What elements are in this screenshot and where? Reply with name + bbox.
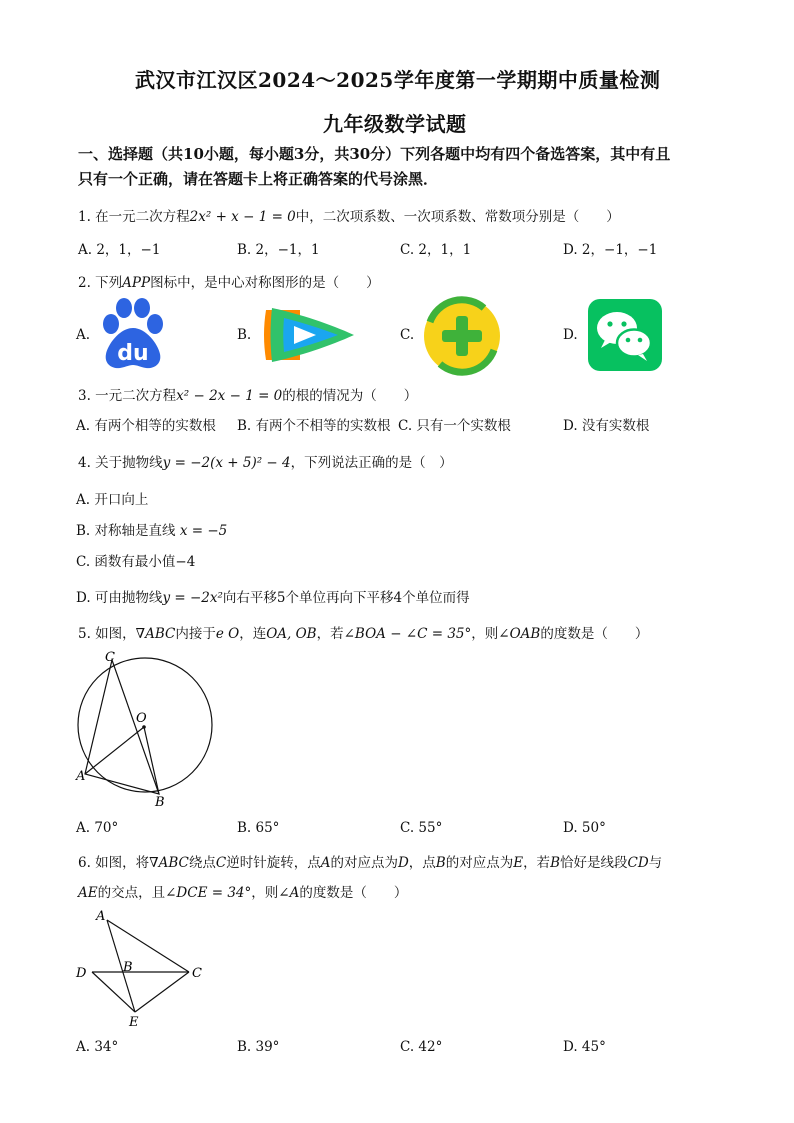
q4-option-d-post: 向右平移5个单位再向下平移4个单位而得 xyxy=(222,590,470,606)
qihoo-360-plus-icon xyxy=(422,296,502,376)
q5-mid1: 内接于 xyxy=(175,626,216,642)
question-1 xyxy=(78,205,620,225)
q1-option-d: D. 2，−1，−1 xyxy=(563,242,658,258)
q5-mid2: ，连 xyxy=(239,626,267,642)
tencent-video-icon xyxy=(260,304,358,366)
q6-figure xyxy=(70,904,210,1030)
question-2 xyxy=(78,271,380,291)
q6-point-e: E xyxy=(513,855,524,871)
q5-condition: ∠BOA − ∠C = 35° xyxy=(343,626,472,642)
baidu-du-text: du xyxy=(117,341,149,366)
q3-option-b: B. 有两个不相等的实数根 xyxy=(237,418,391,434)
q6-pre: 6. 如图，将 xyxy=(78,855,150,871)
q6-label-d: D xyxy=(76,966,87,981)
q6-triangle: ∇ABC xyxy=(149,855,189,871)
q4-equation: y = −2(x + 5)² − 4 xyxy=(162,455,291,471)
q6-t1: 绕点 xyxy=(188,855,216,871)
q5-label-o: O xyxy=(136,711,147,726)
q3-post: 的根的情况为（ ） xyxy=(282,388,418,404)
q6-ask: ∠A xyxy=(278,885,300,901)
q2-app: APP xyxy=(122,275,151,291)
q6-segment-cd: CD xyxy=(627,855,649,871)
q2-post: 图标中，是中心对称图形的是（ ） xyxy=(150,275,380,291)
wechat-icon xyxy=(587,298,663,372)
q1-option-a: A. 2，1，−1 xyxy=(78,242,161,258)
q6-option-c: C. 42° xyxy=(400,1039,443,1055)
q6-t2: 逆时针旋转，点 xyxy=(226,855,321,871)
baidu-paw-icon xyxy=(98,298,168,370)
question-3 xyxy=(78,384,417,404)
q5-option-d: D. 50° xyxy=(563,820,606,836)
q5-mid4: ，则 xyxy=(471,626,499,642)
q6-label-c: C xyxy=(192,966,202,981)
q5-triangle: ∇ABC xyxy=(135,626,176,642)
q6-t10: ，则 xyxy=(251,885,279,901)
q2-label-d: D. xyxy=(563,327,578,343)
q4-option-b-eq: x = −5 xyxy=(179,523,228,539)
q4-option-c: C. 函数有最小值−4 xyxy=(76,554,196,570)
q6-t5: 的对应点为 xyxy=(445,855,514,871)
q3-equation: x² − 2x − 1 = 0 xyxy=(176,388,283,404)
q1-option-b: B. 2，−1，1 xyxy=(237,242,320,258)
q5-post: 的度数是（ ） xyxy=(540,626,649,642)
q6-label-b: B xyxy=(123,960,133,975)
q5-figure xyxy=(70,648,220,810)
q5-option-c: C. 55° xyxy=(400,820,443,836)
q2-label-c: C. xyxy=(400,327,415,343)
q5-label-a: A xyxy=(76,769,86,784)
q5-pre: 5. 如图， xyxy=(78,626,136,642)
q3-pre: 3. 一元二次方程 xyxy=(78,388,177,404)
q6-condition: ∠DCE = 34° xyxy=(165,885,252,901)
q1-post: 中，二次项系数、一次项系数、常数项分别是（ ） xyxy=(295,209,620,225)
q6-point-c: C xyxy=(215,855,227,871)
q5-ask: ∠OAB xyxy=(498,626,541,642)
q4-pre: 4. 关于抛物线 xyxy=(78,455,163,471)
q6-option-b: B. 39° xyxy=(237,1039,280,1055)
q5-option-a: A. 70° xyxy=(76,820,119,836)
q6-point-a: A xyxy=(320,855,331,871)
section-heading: 一、选择题（共10小题，每小题3分，共30分）下列各题中均有四个备选答案，其中有且 xyxy=(78,145,671,163)
q6-t6: ，若 xyxy=(523,855,551,871)
q6-t8: 与 xyxy=(648,855,663,871)
q4-option-b xyxy=(76,519,227,539)
q1-equation: 2x² + x − 1 = 0 xyxy=(189,209,296,225)
question-4 xyxy=(78,451,453,471)
q4-option-d-pre: D. 可由抛物线 xyxy=(76,590,163,606)
q4-option-b-text: B. 对称轴是直线 xyxy=(76,523,176,539)
page-title: 武汉市江汉区2024～2025学年度第一学期期中质量检测 xyxy=(135,68,661,92)
question-6 xyxy=(78,851,662,871)
q6-t7: 恰好是线段 xyxy=(559,855,628,871)
q1-option-c: C. 2，1，1 xyxy=(400,242,472,258)
question-6-line2 xyxy=(78,881,407,901)
q6-point-b2: B xyxy=(550,855,560,871)
q6-point-d: D xyxy=(397,855,409,871)
q6-option-a: A. 34° xyxy=(76,1039,119,1055)
q6-label-e: E xyxy=(129,1015,139,1030)
question-5 xyxy=(78,622,648,642)
q6-label-a: A xyxy=(96,909,106,924)
q4-option-d xyxy=(76,586,470,606)
q2-pre: 2. 下列 xyxy=(78,275,123,291)
q2-label-a: A. xyxy=(76,327,91,343)
q3-option-a: A. 有两个相等的实数根 xyxy=(76,418,216,434)
q5-label-b: B xyxy=(155,795,165,810)
q6-segment-ae: AE xyxy=(78,885,98,901)
q5-mid3: ，若 xyxy=(316,626,344,642)
q4-option-a: A. 开口向上 xyxy=(76,492,149,508)
q1-pre: 1. 在一元二次方程 xyxy=(78,209,190,225)
q4-option-d-eq: y = −2x² xyxy=(162,590,223,606)
q6-option-d: D. 45° xyxy=(563,1039,606,1055)
q6-t11: 的度数是（ ） xyxy=(299,885,408,901)
q6-t4: ，点 xyxy=(408,855,436,871)
q6-t3: 的对应点为 xyxy=(330,855,398,871)
q5-segments: OA, OB xyxy=(266,626,317,642)
q6-t9: 的交点，且 xyxy=(97,885,166,901)
page-subtitle: 九年级数学试题 xyxy=(323,112,467,136)
q6-point-b: B xyxy=(435,855,446,871)
q5-option-b: B. 65° xyxy=(237,820,280,836)
q2-label-b: B. xyxy=(237,327,252,343)
q3-option-d: D. 没有实数根 xyxy=(563,418,650,434)
q3-option-c: C. 只有一个实数根 xyxy=(398,418,511,434)
q5-label-c: C xyxy=(105,650,115,665)
q5-circle: e O xyxy=(215,626,240,642)
q4-post: ，下列说法正确的是（ ） xyxy=(290,455,453,471)
section-heading-line2: 只有一个正确，请在答题卡上将正确答案的代号涂黑． xyxy=(78,170,439,188)
